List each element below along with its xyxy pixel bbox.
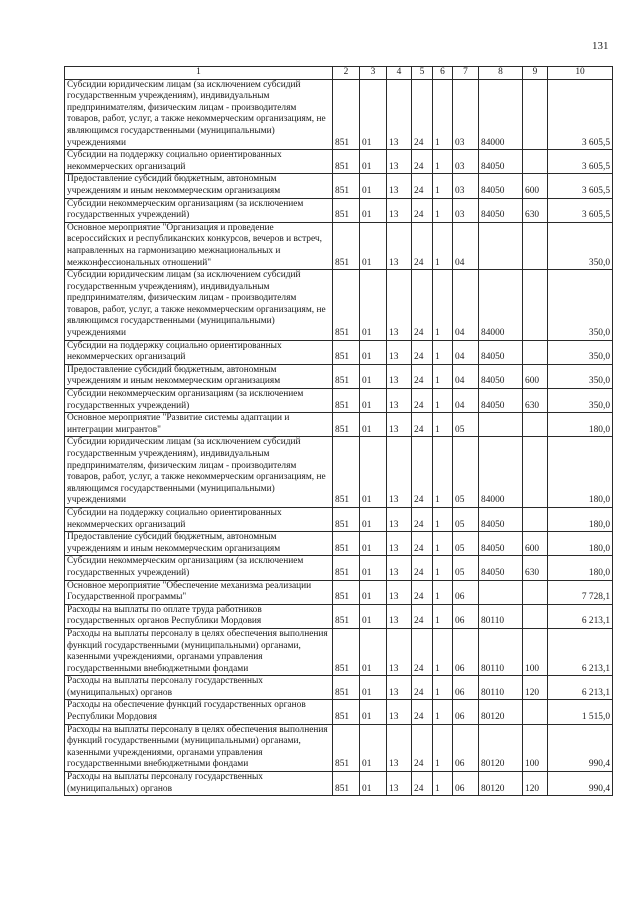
header-cell: 6 [433, 67, 453, 80]
budget-table-body [65, 79, 613, 796]
amount-cell: 6 213,1 [548, 676, 613, 700]
amount-cell: 180,0 [548, 437, 613, 508]
code-cell: 24 [412, 413, 433, 437]
code-cell: 06 [453, 772, 479, 796]
code-cell: 80120 [479, 772, 523, 796]
code-cell: 04 [453, 389, 479, 413]
table-row [65, 700, 613, 724]
code-cell: 13 [387, 724, 412, 771]
code-cell: 80110 [479, 676, 523, 700]
code-cell: 1 [433, 79, 453, 150]
table-row [65, 174, 613, 198]
header-cell: 2 [333, 67, 360, 80]
code-cell: 03 [453, 79, 479, 150]
row-name: Субсидии некоммерческим организациям (за исключением государственных учреждений) [65, 198, 333, 222]
amount-cell: 1 515,0 [548, 700, 613, 724]
row-name: Предоставление субсидий бюджетным, автономным учреждениям и иным некоммерческим организациям [65, 364, 333, 388]
code-cell: 13 [387, 437, 412, 508]
code-cell: 24 [412, 174, 433, 198]
code-cell: 600 [523, 364, 548, 388]
code-cell: 84050 [479, 364, 523, 388]
table-row [65, 222, 613, 269]
header-cell: 3 [360, 67, 387, 80]
table-row [65, 724, 613, 771]
code-cell [523, 604, 548, 628]
row-name: Основное мероприятие "Организация и проведение всероссийских и республиканских конкурсов, вечеров и встреч, направленных на гармонизацию межнациональных и межконфессиональных отношений" [65, 222, 333, 269]
code-cell: 13 [387, 676, 412, 700]
code-cell: 80110 [479, 604, 523, 628]
code-cell: 13 [387, 772, 412, 796]
row-name: Расходы на выплаты персоналу государственных (муниципальных) органов [65, 772, 333, 796]
code-cell: 04 [453, 340, 479, 364]
code-cell: 01 [360, 676, 387, 700]
code-cell: 01 [360, 437, 387, 508]
page-number: 131 [592, 40, 609, 52]
code-cell: 851 [333, 340, 360, 364]
code-cell: 01 [360, 79, 387, 150]
code-cell: 630 [523, 556, 548, 580]
amount-cell: 180,0 [548, 556, 613, 580]
amount-cell: 3 605,5 [548, 150, 613, 174]
code-cell: 01 [360, 413, 387, 437]
code-cell: 24 [412, 507, 433, 531]
code-cell: 630 [523, 198, 548, 222]
code-cell: 24 [412, 79, 433, 150]
code-cell: 01 [360, 700, 387, 724]
code-cell: 600 [523, 174, 548, 198]
code-cell: 851 [333, 604, 360, 628]
code-cell: 851 [333, 676, 360, 700]
code-cell: 24 [412, 437, 433, 508]
amount-cell: 350,0 [548, 340, 613, 364]
code-cell: 04 [453, 270, 479, 341]
code-cell: 851 [333, 364, 360, 388]
amount-cell: 990,4 [548, 772, 613, 796]
amount-cell: 180,0 [548, 413, 613, 437]
code-cell: 1 [433, 413, 453, 437]
row-name: Субсидии на поддержку социально ориентированных некоммерческих организаций [65, 340, 333, 364]
row-name: Субсидии на поддержку социально ориентированных некоммерческих организаций [65, 150, 333, 174]
code-cell: 05 [453, 437, 479, 508]
code-cell [523, 340, 548, 364]
code-cell: 851 [333, 389, 360, 413]
code-cell: 1 [433, 270, 453, 341]
code-cell: 13 [387, 389, 412, 413]
code-cell [479, 222, 523, 269]
table-row [65, 628, 613, 675]
code-cell: 851 [333, 772, 360, 796]
code-cell: 01 [360, 174, 387, 198]
code-cell: 1 [433, 556, 453, 580]
code-cell: 1 [433, 532, 453, 556]
row-name: Основное мероприятие "Развитие системы адаптации и интеграции мигрантов" [65, 413, 333, 437]
row-name: Субсидии некоммерческим организациям (за исключением государственных учреждений) [65, 556, 333, 580]
header-cell: 8 [479, 67, 523, 80]
code-cell: 24 [412, 364, 433, 388]
amount-cell: 6 213,1 [548, 604, 613, 628]
row-name: Расходы на выплаты персоналу государственных (муниципальных) органов [65, 676, 333, 700]
table-row [65, 198, 613, 222]
code-cell: 06 [453, 628, 479, 675]
code-cell: 84050 [479, 174, 523, 198]
code-cell: 13 [387, 222, 412, 269]
code-cell: 01 [360, 364, 387, 388]
amount-cell: 180,0 [548, 507, 613, 531]
code-cell: 13 [387, 700, 412, 724]
code-cell: 1 [433, 604, 453, 628]
code-cell: 01 [360, 628, 387, 675]
code-cell: 80110 [479, 628, 523, 675]
row-name: Субсидии на поддержку социально ориентированных некоммерческих организаций [65, 507, 333, 531]
table-row [65, 532, 613, 556]
row-name: Основное мероприятие "Обеспечение механизма реализации Государственной программы" [65, 580, 333, 604]
code-cell: 851 [333, 700, 360, 724]
code-cell [523, 580, 548, 604]
code-cell: 24 [412, 389, 433, 413]
code-cell: 06 [453, 604, 479, 628]
amount-cell: 350,0 [548, 364, 613, 388]
code-cell: 13 [387, 628, 412, 675]
table-row [65, 270, 613, 341]
code-cell: 05 [453, 507, 479, 531]
code-cell: 1 [433, 389, 453, 413]
code-cell [523, 437, 548, 508]
amount-cell: 350,0 [548, 222, 613, 269]
code-cell: 13 [387, 413, 412, 437]
code-cell: 24 [412, 580, 433, 604]
code-cell [523, 270, 548, 341]
row-name: Расходы на выплаты персоналу в целях обеспечения выполнения функций государственными (муниципальными) органами, казенными учреждениями, органами управления государственными внебюджетными фондами [65, 628, 333, 675]
table-row [65, 150, 613, 174]
code-cell: 01 [360, 507, 387, 531]
code-cell: 13 [387, 364, 412, 388]
table-row [65, 556, 613, 580]
row-name: Расходы на выплаты персоналу в целях обеспечения выполнения функций государственными (муниципальными) органами, казенными учреждениями, органами управления государственными внебюджетными фондами [65, 724, 333, 771]
code-cell: 13 [387, 150, 412, 174]
header-cell: 5 [412, 67, 433, 80]
header-cell: 7 [453, 67, 479, 80]
row-name: Субсидии юридическим лицам (за исключением субсидий государственным учреждениям), индивидуальным предпринимателям, физическим лицам - производителям товаров, работ, услуг, а также некоммерческим организациям, не являющимся государственными (муниципальными) учреждениями [65, 79, 333, 150]
table-row [65, 676, 613, 700]
table-row [65, 580, 613, 604]
code-cell [523, 222, 548, 269]
row-name: Субсидии некоммерческим организациям (за исключением государственных учреждений) [65, 389, 333, 413]
code-cell: 851 [333, 150, 360, 174]
table-row [65, 437, 613, 508]
amount-cell: 350,0 [548, 389, 613, 413]
code-cell: 100 [523, 724, 548, 771]
code-cell: 13 [387, 270, 412, 341]
code-cell: 04 [453, 222, 479, 269]
code-cell: 05 [453, 556, 479, 580]
amount-cell: 350,0 [548, 270, 613, 341]
code-cell: 04 [453, 364, 479, 388]
code-cell: 1 [433, 437, 453, 508]
code-cell [523, 507, 548, 531]
code-cell: 80120 [479, 724, 523, 771]
code-cell: 24 [412, 270, 433, 341]
code-cell: 1 [433, 150, 453, 174]
code-cell: 1 [433, 628, 453, 675]
row-name: Предоставление субсидий бюджетным, автономным учреждениям и иным некоммерческим организациям [65, 174, 333, 198]
table-row [65, 340, 613, 364]
code-cell: 24 [412, 700, 433, 724]
amount-cell: 3 605,5 [548, 79, 613, 150]
table-row [65, 604, 613, 628]
code-cell: 03 [453, 198, 479, 222]
code-cell: 851 [333, 198, 360, 222]
amount-cell: 180,0 [548, 532, 613, 556]
code-cell: 630 [523, 389, 548, 413]
code-cell: 24 [412, 198, 433, 222]
header-row [65, 67, 613, 80]
code-cell: 13 [387, 604, 412, 628]
code-cell: 1 [433, 507, 453, 531]
code-cell: 1 [433, 222, 453, 269]
header-cell: 1 [65, 67, 333, 80]
code-cell: 13 [387, 79, 412, 150]
code-cell: 03 [453, 150, 479, 174]
code-cell: 13 [387, 507, 412, 531]
code-cell [479, 413, 523, 437]
code-cell: 01 [360, 270, 387, 341]
code-cell: 851 [333, 270, 360, 341]
code-cell: 24 [412, 340, 433, 364]
code-cell: 05 [453, 532, 479, 556]
code-cell: 01 [360, 222, 387, 269]
code-cell: 01 [360, 772, 387, 796]
table-row [65, 364, 613, 388]
code-cell: 84050 [479, 532, 523, 556]
code-cell: 1 [433, 580, 453, 604]
code-cell: 84050 [479, 556, 523, 580]
amount-cell: 3 605,5 [548, 198, 613, 222]
code-cell: 1 [433, 700, 453, 724]
code-cell: 03 [453, 174, 479, 198]
code-cell: 1 [433, 724, 453, 771]
header-cell: 10 [548, 67, 613, 80]
code-cell: 24 [412, 150, 433, 174]
amount-cell: 3 605,5 [548, 174, 613, 198]
code-cell [523, 150, 548, 174]
code-cell: 01 [360, 556, 387, 580]
budget-table [64, 66, 613, 796]
code-cell: 851 [333, 79, 360, 150]
code-cell: 01 [360, 150, 387, 174]
code-cell: 24 [412, 604, 433, 628]
row-name: Субсидии юридическим лицам (за исключением субсидий государственным учреждениям), индивидуальным предпринимателям, физическим лицам - производителям товаров, работ, услуг, а также некоммерческим организациям, не являющимся государственными (муниципальными) учреждениями [65, 437, 333, 508]
code-cell: 1 [433, 772, 453, 796]
code-cell: 24 [412, 676, 433, 700]
code-cell: 06 [453, 700, 479, 724]
amount-cell: 990,4 [548, 724, 613, 771]
code-cell: 80120 [479, 700, 523, 724]
code-cell: 1 [433, 676, 453, 700]
row-name: Расходы на выплаты по оплате труда работников государственных органов Республики Мордовия [65, 604, 333, 628]
code-cell [523, 700, 548, 724]
code-cell: 851 [333, 222, 360, 269]
code-cell: 13 [387, 580, 412, 604]
code-cell [479, 580, 523, 604]
code-cell: 01 [360, 532, 387, 556]
code-cell: 851 [333, 174, 360, 198]
code-cell: 84050 [479, 340, 523, 364]
code-cell: 05 [453, 413, 479, 437]
code-cell: 24 [412, 724, 433, 771]
code-cell: 1 [433, 174, 453, 198]
code-cell: 600 [523, 532, 548, 556]
table-row [65, 772, 613, 796]
code-cell: 01 [360, 340, 387, 364]
row-name: Предоставление субсидий бюджетным, автономным учреждениям и иным некоммерческим организациям [65, 532, 333, 556]
code-cell: 01 [360, 198, 387, 222]
amount-cell: 7 728,1 [548, 580, 613, 604]
table-row [65, 507, 613, 531]
code-cell: 84000 [479, 270, 523, 341]
code-cell: 01 [360, 580, 387, 604]
code-cell: 06 [453, 580, 479, 604]
code-cell: 84050 [479, 150, 523, 174]
code-cell: 851 [333, 724, 360, 771]
header-cell: 9 [523, 67, 548, 80]
code-cell: 01 [360, 389, 387, 413]
code-cell: 851 [333, 628, 360, 675]
table-row [65, 389, 613, 413]
code-cell: 01 [360, 604, 387, 628]
code-cell: 06 [453, 676, 479, 700]
row-name: Расходы на обеспечение функций государственных органов Республики Мордовия [65, 700, 333, 724]
code-cell: 851 [333, 413, 360, 437]
code-cell: 13 [387, 340, 412, 364]
code-cell: 851 [333, 580, 360, 604]
code-cell: 13 [387, 556, 412, 580]
header-cell: 4 [387, 67, 412, 80]
code-cell: 851 [333, 437, 360, 508]
code-cell: 24 [412, 532, 433, 556]
code-cell: 24 [412, 628, 433, 675]
code-cell: 120 [523, 772, 548, 796]
code-cell: 24 [412, 556, 433, 580]
code-cell: 24 [412, 772, 433, 796]
code-cell: 13 [387, 532, 412, 556]
code-cell: 100 [523, 628, 548, 675]
code-cell: 84050 [479, 507, 523, 531]
code-cell [523, 413, 548, 437]
code-cell: 13 [387, 174, 412, 198]
code-cell: 13 [387, 198, 412, 222]
code-cell: 1 [433, 198, 453, 222]
code-cell: 84000 [479, 79, 523, 150]
code-cell: 84000 [479, 437, 523, 508]
code-cell: 84050 [479, 389, 523, 413]
code-cell: 851 [333, 556, 360, 580]
table-row [65, 413, 613, 437]
code-cell: 851 [333, 507, 360, 531]
amount-cell: 6 213,1 [548, 628, 613, 675]
code-cell: 851 [333, 532, 360, 556]
table-row [65, 79, 613, 150]
row-name: Субсидии юридическим лицам (за исключением субсидий государственным учреждениям), индивидуальным предпринимателям, физическим лицам - производителям товаров, работ, услуг, а также некоммерческим организациям, не являющимся государственными (муниципальными) учреждениями [65, 270, 333, 341]
code-cell: 24 [412, 222, 433, 269]
code-cell: 120 [523, 676, 548, 700]
code-cell: 84050 [479, 198, 523, 222]
code-cell: 1 [433, 340, 453, 364]
code-cell: 01 [360, 724, 387, 771]
code-cell: 1 [433, 364, 453, 388]
code-cell: 06 [453, 724, 479, 771]
code-cell [523, 79, 548, 150]
